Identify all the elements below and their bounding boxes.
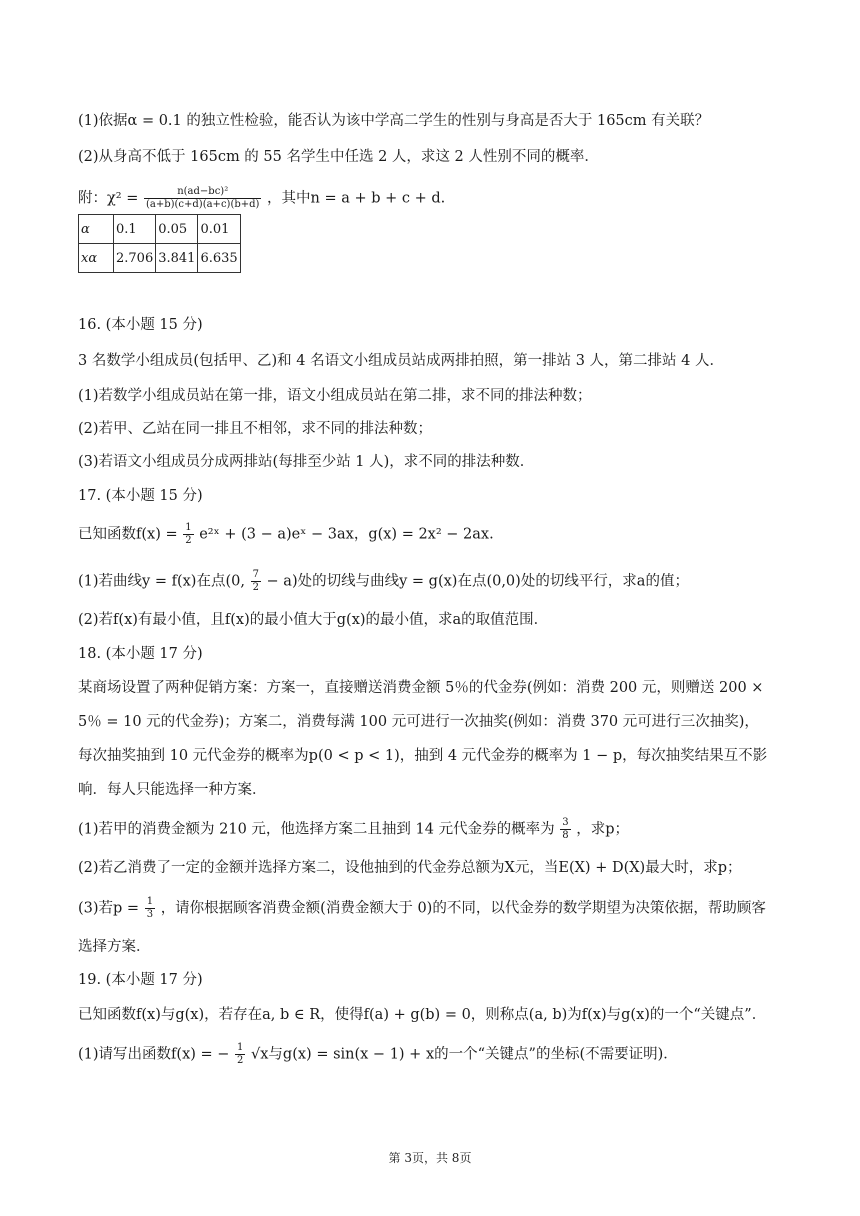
table-cell: xα	[79, 244, 114, 273]
table-cell: 0.1	[114, 215, 156, 244]
critical-value-table	[78, 214, 241, 273]
fraction: $\frac{1}{2}$	[237, 1042, 244, 1066]
q18-stem-line4: 响．每人只能选择一种方案．	[78, 782, 267, 798]
table-cell: 2.706	[114, 244, 156, 273]
q18-part2: (2)若乙消费了一定的金额并选择方案二，设他抽到的代金券总额为X元，当E(X) + D(X)最大时，求p；	[78, 860, 742, 876]
fraction: $\frac{3}{8}$	[562, 817, 569, 841]
page-footer: 第 3页，共 8页	[388, 1151, 472, 1165]
q19-stem: 已知函数f(x)与g(x)，若存在a, b ∈ R，使得f(a) + g(b) = 0，则称点(a, b)为f(x)与g(x)的一个“关键点”．	[78, 1007, 767, 1023]
q16-stem: 3 名数学小组成员(包括甲、乙)和 4 名语文小组成员站成两排拍照，第一排站 3 人，第二排站 4 人．	[78, 353, 724, 369]
q18-part1: (1)若甲的消费金额为 210 元，他选择方案二且抽到 14 元代金券的概率为 $\frac{3}{8}$ ，求p；	[78, 817, 629, 841]
q16-part3: (3)若语文小组成员分成两排站(每排至少站 1 人)，求不同的排法种数．	[78, 454, 535, 470]
table-cell: 3.841	[156, 244, 198, 273]
q17-part1: (1)若曲线y = f(x)在点(0, $\frac{7}{2}$ − a)处的切线与曲线y = g(x)在点(0,0)处的切线平行，求a的值；	[78, 569, 689, 593]
fraction: $\frac{1}{3}$	[146, 896, 154, 920]
q18-stem-line1: 某商场设置了两种促销方案：方案一，直接赠送消费金额 5％的代金券(例如：消费 200 元，则赠送 200 ×	[78, 680, 764, 696]
q15-part1: (1)依据α = 0.1 的独立性检验，能否认为该中学高二学生的性别与身高是否大于 165cm 有关联？	[78, 113, 710, 129]
table-row	[79, 244, 241, 273]
q16-header: 16. (本小题 15 分)	[78, 317, 203, 333]
fraction: $\frac{7}{2}$	[252, 569, 259, 593]
q17-part2: (2)若f(x)有最小值，且f(x)的最小值大于g(x)的最小值，求a的取值范围．	[78, 612, 549, 628]
q18-header: 18. (本小题 17 分)	[78, 646, 203, 662]
table-row	[79, 215, 241, 244]
q19-header: 19. (本小题 17 分)	[78, 972, 203, 988]
q16-part1: (1)若数学小组成员站在第一排，语文小组成员站在第二排，求不同的排法种数；	[78, 388, 592, 404]
q18-part3: (3)若p = $\frac{1}{3}$ ，请你根据顾客消费金额(消费金额大于 0)的不同，以代金券的数学期望为决策依据，帮助顾客	[78, 896, 766, 920]
q19-part1: (1)请写出函数f(x) = − $\frac{1}{2}$ √x与g(x) = sin(x − 1) + x的一个“关键点”的坐标(不需要证明)．	[78, 1042, 678, 1066]
q15-formula	[78, 186, 445, 211]
formula-suffix: ，其中n = a + b + c + d.	[267, 190, 446, 207]
formula-prefix: 附：χ² =	[78, 190, 139, 207]
q17-header: 17. (本小题 15 分)	[78, 488, 203, 504]
table-cell: 0.01	[198, 215, 240, 244]
table-cell: 6.635	[198, 244, 240, 273]
q16-part2: (2)若甲、乙站在同一排且不相邻，求不同的排法种数；	[78, 421, 433, 437]
q17-stem: 已知函数f(x) = $\frac{1}{2}$ e²ˣ + (3 − a)eˣ − 3ax，g(x) = 2x² − 2ax.	[78, 522, 494, 546]
table-cell: 0.05	[156, 215, 198, 244]
table-cell: α	[79, 215, 114, 244]
fraction: $\frac{1}{2}$	[185, 522, 192, 546]
q18-part3-line2: 选择方案．	[78, 939, 151, 955]
chi-square-fraction: $\frac{\text{n(ad−bc)²}}{(a+b)(c+d)(a+c)(b+d)}$	[145, 186, 260, 210]
q15-part2: (2)从身高不低于 165cm 的 55 名学生中任选 2 人，求这 2 人性别不同的概率．	[78, 149, 599, 165]
q18-stem-line2: 5％ = 10 元的代金券)；方案二，消费每满 100 元可进行一次抽奖(例如：消费 370 元可进行三次抽奖)，	[78, 714, 759, 730]
q18-stem-line3: 每次抽奖抽到 10 元代金券的概率为p(0 < p < 1)，抽到 4 元代金券的概率为 1 − p，每次抽奖结果互不影	[78, 748, 768, 764]
